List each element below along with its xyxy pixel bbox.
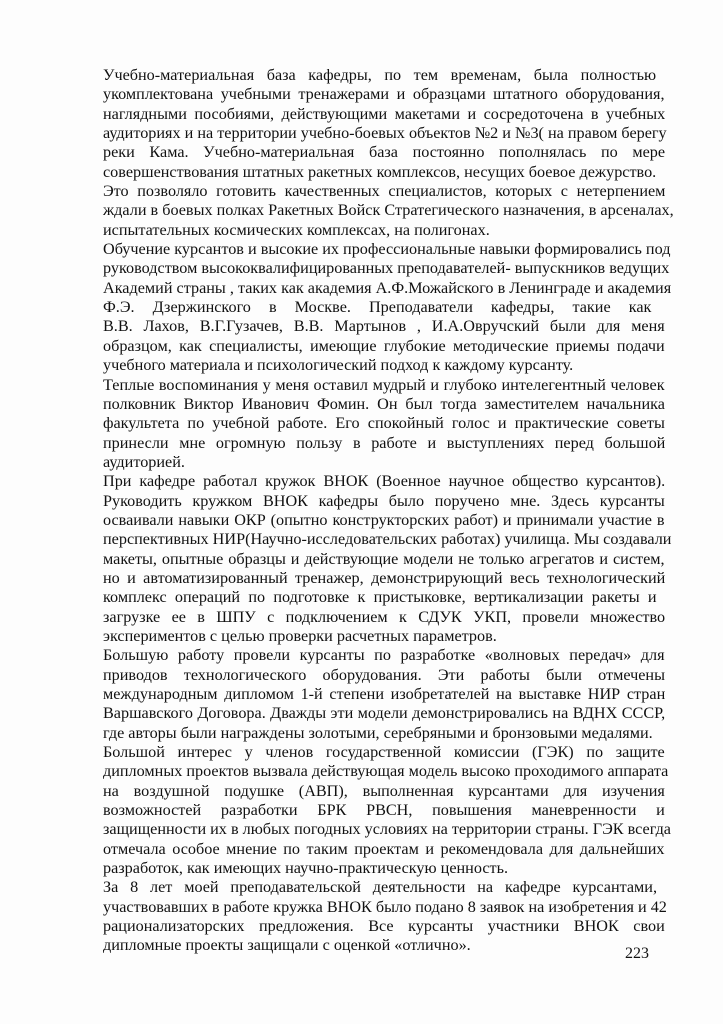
text-line: Руководить кружком ВНОК кафедры было поручено мне. Здесь курсанты	[103, 491, 665, 510]
page-number: 223	[625, 945, 649, 962]
text-line: аудиториях и на территории учебно-боевых объектов №2 и №3( на правом берегу	[103, 124, 667, 143]
text-line: полковник Виктор Иванович Фомин. Он был тогда заместителем начальника	[103, 394, 665, 413]
text-line: Большой интерес у членов государственной комиссии (ГЭК) по защите	[103, 743, 665, 762]
text-line: образцом, как специалисты, имеющие глубокие методические приемы подачи	[103, 336, 665, 355]
text-line: реки Кама. Учебно-материальная база постоянно пополнялась по мере	[103, 143, 666, 162]
paragraph	[103, 182, 674, 240]
text-line: участвовавших в работе кружка ВНОК было подано 8 заявок на изобретения и 42	[103, 897, 667, 916]
text-line: Обучение курсантов и высокие их профессиональные навыки формировались под	[103, 240, 671, 259]
text-line: Ф.Э. Дзержинского в Москве. Преподаватели кафедры, такие как	[103, 298, 652, 317]
text-line: Академий страны , таких как академия А.Ф.Можайского в Ленинграде и академия	[103, 278, 672, 297]
text-line: Теплые воспоминания у меня оставил мудрый и глубоко интелегентный человек	[103, 375, 665, 394]
paragraph	[103, 646, 665, 743]
text-line: дипломные проекты защищали с оценкой «отлично».	[103, 936, 471, 955]
text-line: осваивали навыки ОКР (опытно конструкторских работ) и принимали участие в	[103, 510, 665, 529]
text-line: где авторы были награждены золотыми, серебряными и бронзовыми медалями.	[103, 723, 653, 742]
text-line: учебного материала и психологический подход к каждому курсанту.	[103, 356, 574, 375]
text-line: принесли мне огромную пользу в работе и выступлениях перед большой	[103, 433, 666, 452]
text-line: но и автоматизированный тренажер, демонстрирующий весь технологический	[103, 568, 666, 587]
text-line: рационализаторских предложения. Все курсанты участники ВНОК свои	[103, 917, 665, 936]
text-line: загрузке ее в ШПУ с подключением к СДУК УКП, провели множество	[103, 607, 666, 626]
text-line: При кафедре работал кружок ВНОК (Военное научное общество курсантов).	[103, 472, 666, 491]
text-line: факультета по учебной работе. Его спокойный голос и практические советы	[103, 414, 665, 433]
text-line: приводов технологического оборудования. Эти работы были отмечены	[103, 665, 665, 684]
text-line: Это позволяло готовить качественных специалистов, которых с нетерпением	[103, 182, 666, 201]
text-line: За 8 лет моей преподавательской деятельности на кафедре курсантами,	[103, 878, 658, 897]
text-line: ждали в боевых полках Ракетных Войск Стратегического назначения, в арсеналах,	[103, 201, 674, 220]
text-line: международным дипломом 1-й степени изобретателей на выставке НИР стран	[103, 685, 666, 703]
text-line: на воздушной подушке (АВП), выполненная курсантами для изучения	[103, 781, 665, 800]
text-line: перспективных НИР(Научно-исследовательских работах) училища. Мы создавали	[103, 530, 672, 549]
text-line: Варшавского Договора. Дважды эти модели демонстрировались на ВДНХ СССР,	[103, 704, 666, 723]
text-line: дипломных проектов вызвала действующая модель высоко проходимого аппарата	[103, 762, 669, 781]
paragraph	[103, 743, 671, 878]
paragraph	[103, 878, 665, 955]
text-line: отмечала особое мнение по таким проектам и рекомендовала для дальнейших	[103, 839, 665, 858]
paragraph	[103, 376, 665, 473]
text-line: комплекс операций по подготовке к пристыковке, вертикализации ракеты и	[103, 588, 657, 607]
paragraph	[103, 472, 672, 646]
body-text	[103, 66, 674, 956]
text-line: руководством высококвалифицированных преподавателей- выпускников ведущих	[103, 259, 670, 278]
text-line: наглядными пособиями, действующими макетами и сосредоточена в учебных	[103, 104, 666, 123]
text-line: аудиторией.	[103, 452, 185, 471]
paragraph	[103, 240, 672, 375]
text-line: укомплектована учебными тренажерами и образцами штатного оборудования,	[103, 85, 665, 104]
text-line: защищенности их в любых погодных условиях на территории страны. ГЭК всегда	[103, 820, 671, 839]
text-line: экспериментов с целью проверки расчетных параметров.	[103, 626, 497, 645]
text-line: В.В. Лахов, В.Г.Гузачев, В.В. Мартынов , И.А.Овручский были для меня	[103, 317, 665, 336]
text-line: Большую работу провели курсанты по разработке «волновых передач» для	[103, 646, 665, 665]
paragraph	[103, 66, 665, 182]
text-line: совершенствования штатных ракетных комплексов, несущих боевое дежурство.	[103, 162, 657, 181]
text-line: Учебно-материальная база кафедры, по тем временам, была полностью	[103, 66, 657, 84]
text-line: возможностей разработки БРК РВСН, повышения маневренности и	[103, 801, 665, 820]
text-line: макеты, опытные образцы и действующие модели не только агрегатов и систем,	[103, 549, 665, 568]
text-line: разработок, как имеющих научно-практическую ценность.	[103, 859, 509, 878]
text-line: испытательных космических комплексах, на полигонах.	[103, 220, 490, 239]
